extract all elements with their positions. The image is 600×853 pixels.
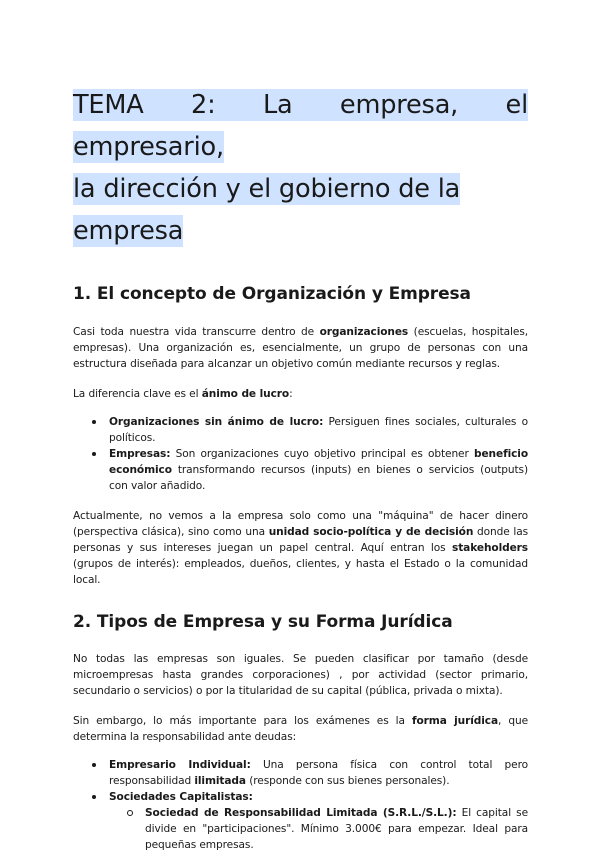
section-2-heading: 2. Tipos de Empresa y su Forma Jurídica <box>73 612 453 632</box>
section-1-paragraph-3 <box>73 508 528 588</box>
sub-list-item <box>145 805 528 853</box>
section-2-paragraph-2 <box>73 713 528 745</box>
section-2-bullet-list <box>73 757 528 853</box>
title-line-2: la dirección y el gobierno de la <box>73 174 461 204</box>
bold-run: Empresario Individual: <box>109 759 251 771</box>
text-run: Actualmente, no vemos a la empresa solo como una "máquina" de hacer dinero (perspectiva clásica), sino como una <box>73 510 528 538</box>
bold-run: Empresas: <box>109 448 171 460</box>
section-2-paragraph-1: No todas las empresas son iguales. Se pueden clasificar por tamaño (desde microempresas hasta grandes corporaciones) , por actividad (sector primario, secundario o servicios) o por la titularidad de su capital (pública, privada o mixta). <box>73 653 528 697</box>
section-1-paragraph-1 <box>73 324 528 372</box>
bold-run: ilimitada <box>194 775 246 787</box>
section-1-heading: 1. El concepto de Organización y Empresa <box>73 284 471 304</box>
text-run: transformando recursos (inputs) en bienes o servicios (outputs) con valor añadido. <box>109 464 528 492</box>
text-run: Una persona física con control total pero responsabilidad <box>109 759 528 787</box>
title-line-3: empresa <box>73 216 184 246</box>
text-run: Son organizaciones cuyo objetivo principal es obtener <box>170 448 474 460</box>
text-run: Casi toda nuestra vida transcurre dentro de <box>73 326 320 338</box>
text-run: La diferencia clave es el <box>73 388 202 400</box>
text-run: : <box>289 388 293 400</box>
sub-bullet-list <box>109 805 528 853</box>
bold-run: organizaciones <box>319 326 409 338</box>
text-run: (grupos de interés): empleados, dueños, clientes, y hasta el Estado o la comunidad local. <box>73 558 528 586</box>
document-title <box>73 84 528 252</box>
bold-run: Sociedades Capitalistas: <box>109 791 253 803</box>
list-item <box>109 446 528 494</box>
list-item <box>109 757 528 789</box>
bold-run: forma jurídica <box>411 715 499 727</box>
section-1-bullet-list <box>73 414 528 494</box>
bold-run: unidad socio-política y de decisión <box>268 526 474 538</box>
text-run: Persiguen fines sociales, culturales o políticos. <box>109 416 528 444</box>
bold-run: beneficio económico <box>109 448 528 476</box>
list-item <box>109 789 528 853</box>
list-item <box>109 414 528 446</box>
bold-run: ánimo de lucro <box>201 388 290 400</box>
text-run: El capital se divide en "participaciones". Mínimo 3.000€ para empezar. Ideal para pequeñas empresas. <box>145 807 528 851</box>
bold-run: stakeholders <box>451 542 528 554</box>
text-run: Sin embargo, lo más importante para los exámenes es la <box>73 715 412 727</box>
text-run: , que determina la responsabilidad ante deudas: <box>73 715 528 743</box>
section-1-paragraph-2 <box>73 386 528 402</box>
text-run: (escuelas, hospitales, empresas). Una organización es, esencialmente, un grupo de personas con una estructura diseñada para alcanzar un objetivo común mediante recursos y reglas. <box>73 326 529 370</box>
text-run: (responde con sus bienes personales). <box>245 775 450 787</box>
text-run: donde las personas y sus intereses juegan un papel central. Aquí entran los <box>73 526 529 554</box>
bold-run: Sociedad de Responsabilidad Limitada (S.R.L./S.L.): <box>145 807 457 819</box>
bold-run: Organizaciones sin ánimo de lucro: <box>109 416 324 428</box>
title-line-1: TEMA 2: La empresa, el empresario, <box>73 90 528 162</box>
